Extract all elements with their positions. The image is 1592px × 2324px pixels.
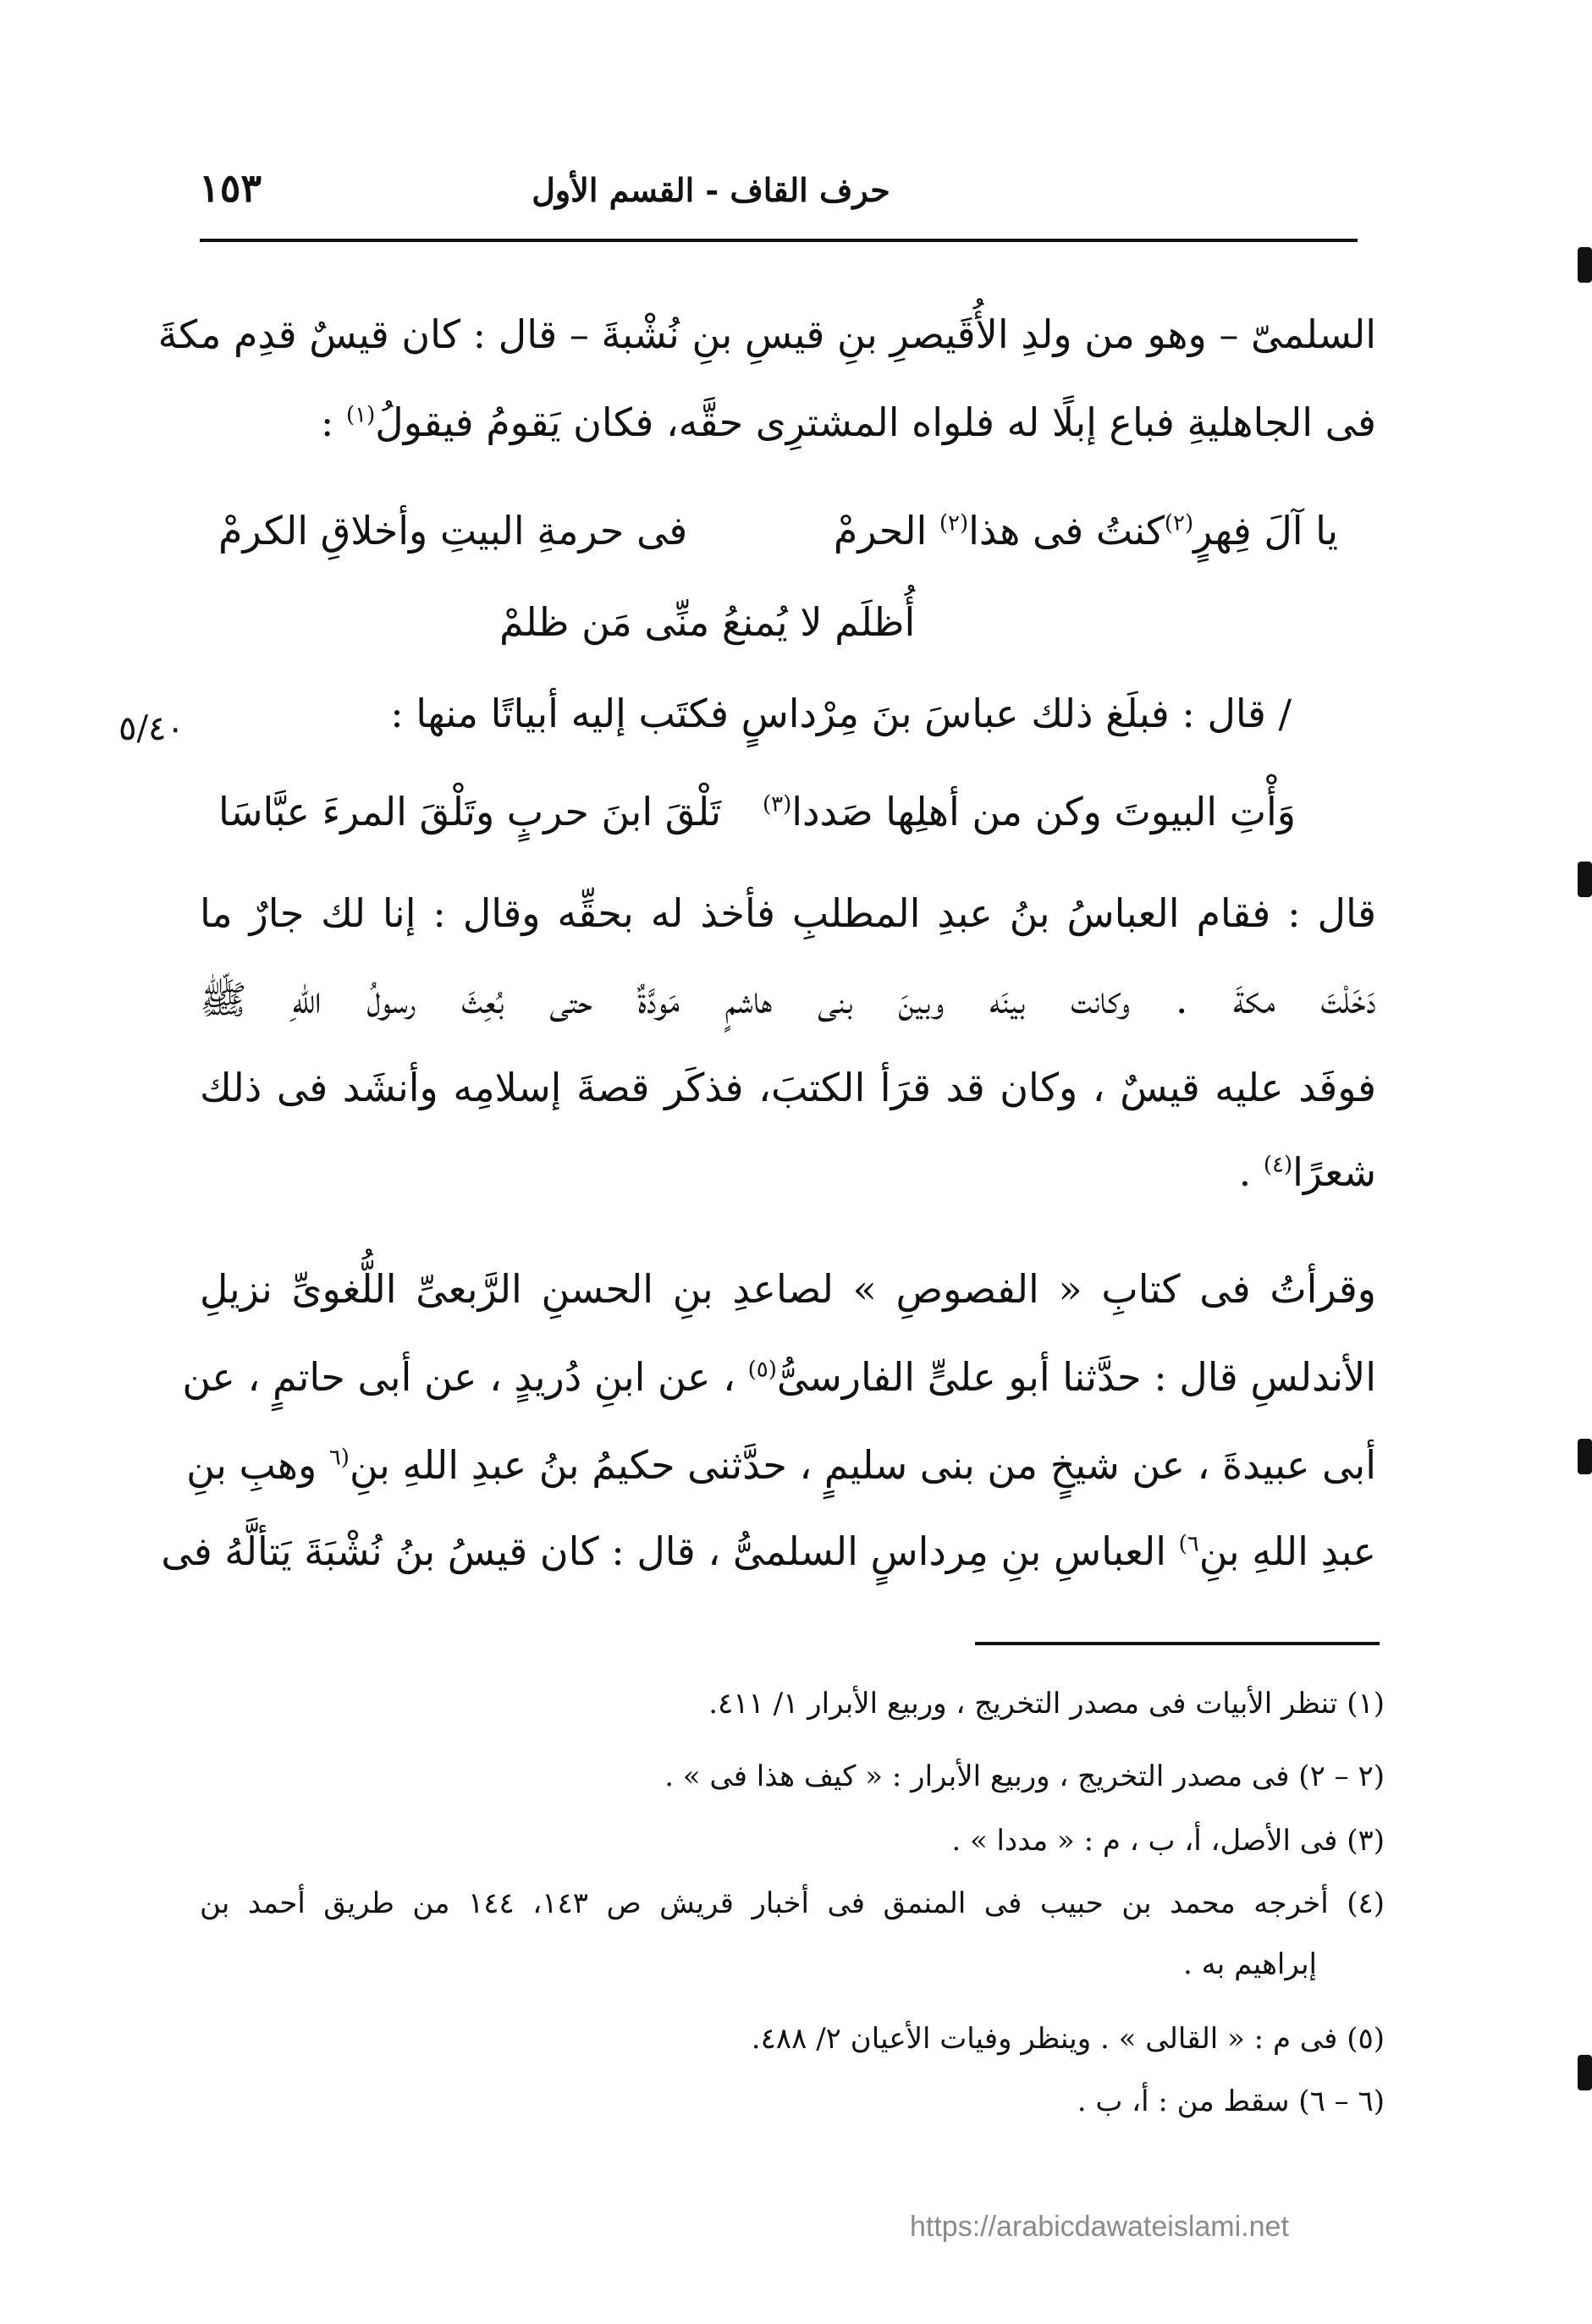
body-line-6: فوفَد عليه قيسٌ ، وكان قد قرَأ الكتبَ، فذكَر قصةَ إسلامِه وأنشَد فى ذلك bbox=[200, 1065, 1376, 1110]
scan-edge-mark bbox=[1578, 862, 1592, 897]
verse-text: يا آلَ فِهرٍ bbox=[1193, 508, 1338, 553]
body-line-3: / قال : فبلَغ ذلك عباسَ بنَ مِرْداسٍ فكتَب إليه أبياتًا منها : bbox=[390, 691, 1292, 736]
verse-3-left-hemistich: تَلْقَ ابنَ حربٍ وتَلْقَ المرءَ عبَّاسَا bbox=[218, 789, 722, 834]
verse-text: الحرمْ bbox=[833, 508, 928, 553]
footnote-marker: (١) bbox=[345, 402, 376, 428]
verse-text: وَأْتِ البيوتَ وكن من أهلِها صَددا bbox=[791, 789, 1296, 834]
scan-edge-mark bbox=[1578, 1439, 1592, 1474]
body-line-10 bbox=[186, 1442, 1376, 1488]
running-header-title: حرف القاف - القسم الأول bbox=[532, 171, 890, 209]
body-line-9 bbox=[182, 1354, 1376, 1400]
footnote-marker: ٦) bbox=[1178, 1531, 1199, 1557]
body-text: : bbox=[320, 399, 334, 445]
body-line-1: السلمىّ – وهو من ولدِ الأُقَيصرِ بنِ قيسِ بنِ نُشْبةَ – قال : كان قيسٌ قدِم مكةَ bbox=[157, 311, 1376, 357]
footnote-marker: (٢) bbox=[1164, 510, 1194, 537]
verse-2: أُظلَم لا يُمنعُ منِّى مَن ظلمْ bbox=[499, 599, 916, 645]
body-line-11 bbox=[161, 1528, 1376, 1574]
body-text: ، عن ابنِ دُريدٍ ، عن أبى حاتمٍ ، عن bbox=[182, 1354, 735, 1400]
footnote-rule bbox=[975, 1642, 1380, 1645]
watermark-url: https://arabicdawateislami.net bbox=[910, 2211, 1289, 2243]
footnote-marker: (٥) bbox=[747, 1357, 777, 1383]
verse-text: كنتُ فى هذا bbox=[968, 508, 1165, 553]
body-line-4: قال : فقام العباسُ بنُ عبدِ المطلبِ فأخذ له بحقِّه وقال : إنا لك جارٌ ما bbox=[200, 890, 1376, 936]
footnote-4: (٤) أخرجه محمد بن حبيب فى المنمق فى أخبار قريش ص ١٤٣، ١٤٤ من طريق أحمد بن bbox=[200, 1886, 1385, 1920]
verse-1-left-hemistich: فى حرمةِ البيتِ وأخلاقِ الكرمْ bbox=[218, 508, 688, 553]
body-line-2 bbox=[200, 399, 1376, 445]
verse-1-right-hemistich bbox=[834, 508, 1338, 553]
footnote-marker: (٢) bbox=[939, 510, 969, 537]
body-text: فى الجاهليةِ فباع إبلًا له فلواه المشترِى حقَّه، فكان يَقومُ فيقولُ bbox=[375, 399, 1376, 445]
scan-edge-mark bbox=[1578, 2055, 1592, 2090]
page-number: ١٥٣ bbox=[199, 165, 262, 211]
body-text: عبدِ اللهِ بنِ bbox=[1198, 1528, 1376, 1574]
verse-3-right-hemistich bbox=[763, 789, 1296, 834]
footnote-2: (٢ – ٢) فى مصدر التخريج ، وربيع الأبرار : « كيف هذا فى » . bbox=[664, 1760, 1385, 1793]
body-text: . bbox=[1238, 1149, 1252, 1195]
footnote-marker: (٦ bbox=[328, 1445, 350, 1471]
footnote-marker: (٣) bbox=[762, 791, 792, 818]
body-text: أبى عبيدةَ ، عن شيخٍ من بنى سليمٍ ، حدَّثنى حكيمُ بنُ عبدِ اللهِ بنِ bbox=[349, 1442, 1376, 1488]
body-text: الأندلسِ قال : حدَّثنا أبو علىٍّ الفارسىُّ bbox=[776, 1354, 1376, 1400]
body-text: شعرًا bbox=[1292, 1149, 1376, 1195]
footnote-3: (٣) فى الأصل، أ، ب ، م : « مددا » . bbox=[951, 1824, 1385, 1858]
body-text: وهبِ بنِ bbox=[186, 1442, 317, 1488]
scan-edge-mark bbox=[1578, 247, 1592, 283]
footnote-4-continued: إبراهيم به . bbox=[1182, 1947, 1317, 1981]
body-text: العباسِ بنِ مِرداسٍ السلمىُّ ، قال : كان قيسُ بنُ نُشْبَةَ يَتألَّهُ فى bbox=[161, 1528, 1167, 1574]
footnote-1: (١) تنظر الأبيات فى مصدر التخريج ، وربيع الأبرار ١/ ٤١١. bbox=[708, 1687, 1385, 1721]
footnote-6: (٦ – ٦) سقط من : أ، ب . bbox=[1077, 2084, 1385, 2118]
body-line-5: دَخَلْتَ مكةَ . وكانت بينَه وبينَ بنى هاشمٍ مَودَّةٌ حتى بُعِثَ رسولُ اللهِ ﷺ bbox=[200, 977, 1376, 1022]
footnote-marker: (٤) bbox=[1263, 1152, 1293, 1178]
footnote-5: (٥) فى م : « القالى » . وينظر وفيات الأعيان ٢/ ٤٨٨. bbox=[751, 2022, 1385, 2056]
header-rule bbox=[200, 239, 1358, 242]
body-line-7 bbox=[200, 1149, 1376, 1195]
body-line-8: وقرأتُ فى كتابِ « الفصوصِ » لصاعدِ بنِ الحسنِ الرَّبعىِّ اللُّغوىِّ نزيلِ bbox=[200, 1266, 1376, 1312]
margin-reference: ٥/٤٠ bbox=[118, 709, 185, 748]
